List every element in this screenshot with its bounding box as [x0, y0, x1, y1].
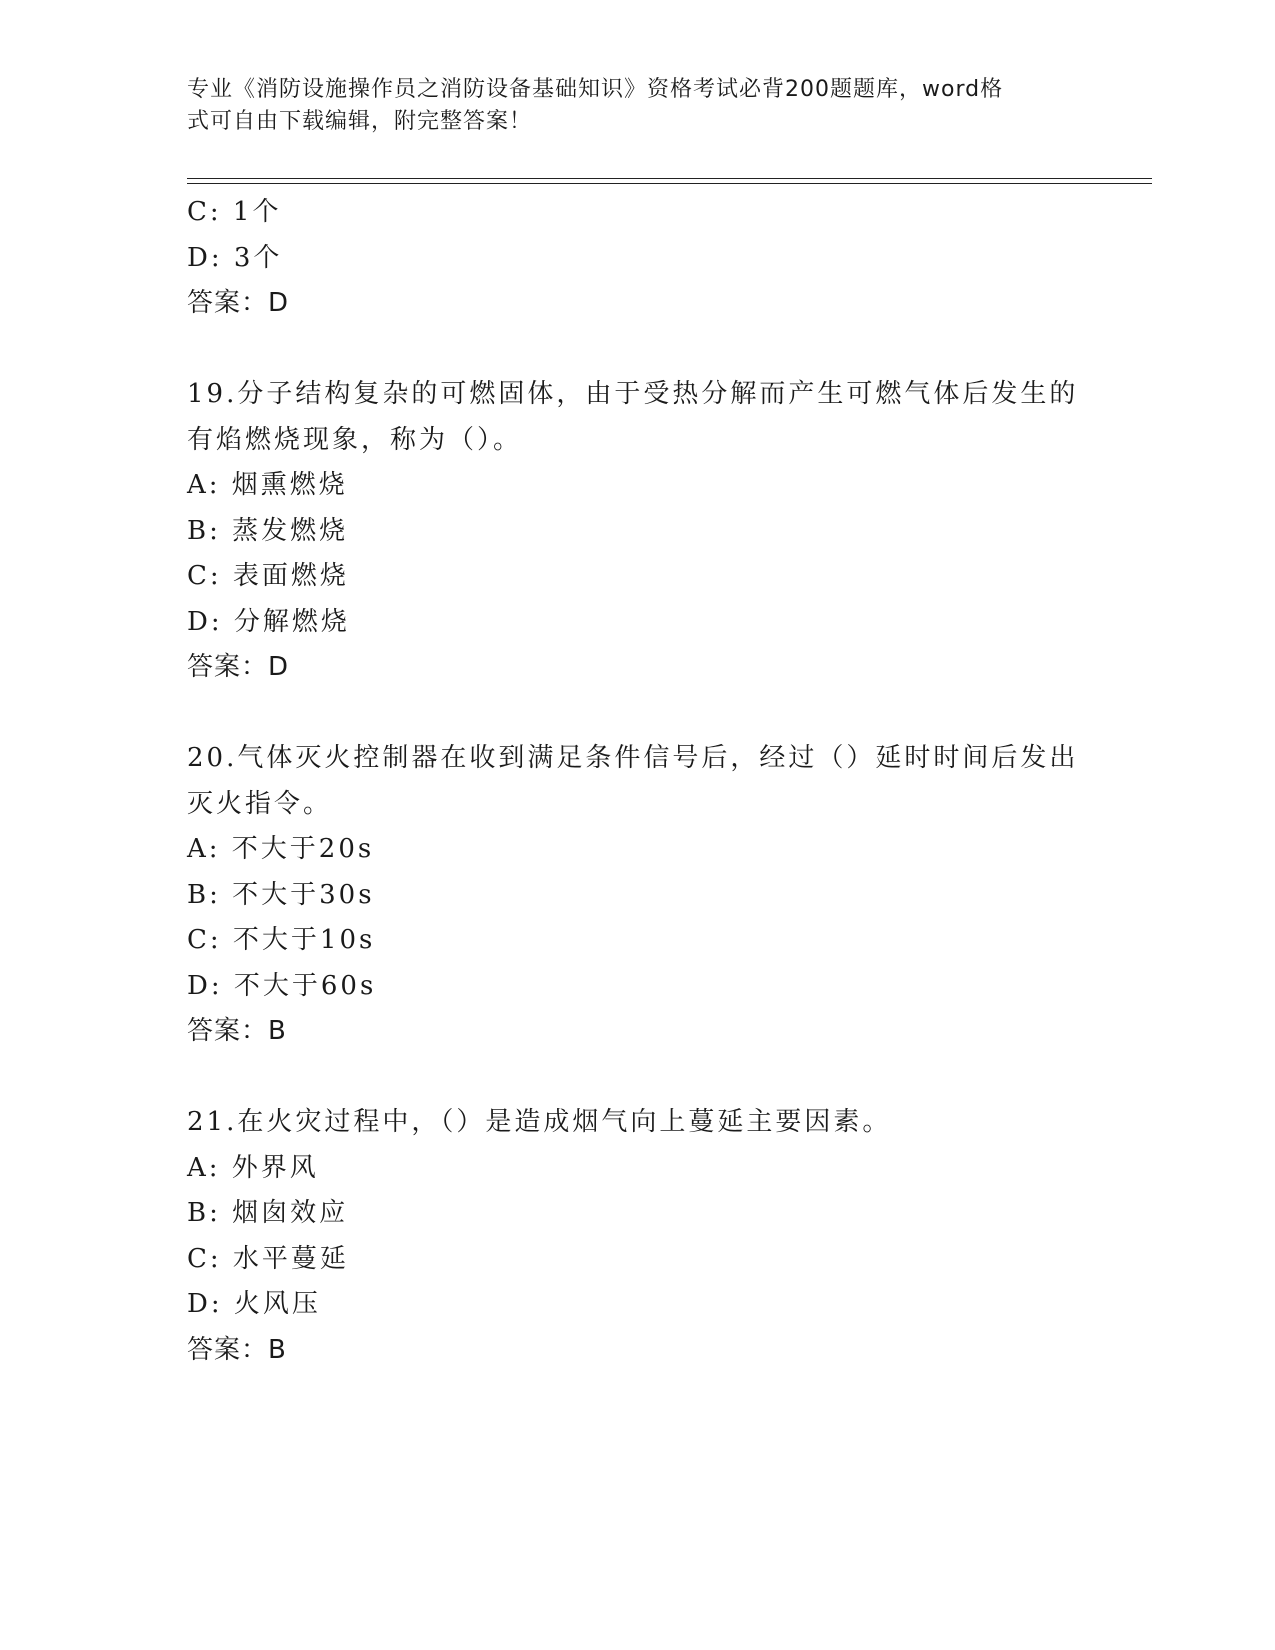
spacer — [187, 1055, 1087, 1101]
answer-line: 答案：D — [187, 288, 290, 318]
question-block-21 — [187, 1100, 1087, 1373]
option-d: D: 分解燃烧 — [187, 606, 350, 637]
question-stem-line: 19.分子结构复杂的可燃固体，由于受热分解而产生可燃气体后发生的 — [187, 379, 1079, 409]
spacer — [187, 327, 1087, 373]
option-d: D: 不大于60s — [187, 970, 377, 1001]
question-block-20 — [187, 736, 1087, 1055]
answer-line: 答案：B — [187, 1016, 287, 1046]
option-a: A: 烟熏燃烧 — [187, 470, 348, 500]
answer-line: 答案：B — [187, 1334, 287, 1365]
option-d: D: 3个 — [187, 242, 283, 273]
option-c: C: 表面燃烧 — [187, 561, 349, 591]
question-stem-line: 有焰燃烧现象，称为（）。 — [187, 424, 523, 455]
question-stem-line: 21.在火灾过程中，（）是造成烟气向上蔓延主要因素。 — [187, 1107, 892, 1137]
document-header — [187, 74, 1067, 138]
question-block-19 — [187, 372, 1087, 691]
question-block-prev — [187, 190, 1087, 327]
document-body — [187, 190, 1087, 1373]
option-a: A: 外界风 — [187, 1152, 319, 1183]
question-stem-line: 灭火指令。 — [187, 788, 333, 819]
option-c: C: 水平蔓延 — [187, 1243, 349, 1274]
option-b: B: 不大于30s — [187, 879, 375, 910]
option-c: C: 不大于10s — [187, 925, 376, 955]
header-line-1: 专业《消防设施操作员之消防设备基础知识》资格考试必背200题题库，word格 — [187, 77, 1004, 102]
option-c: C: 1个 — [187, 197, 282, 227]
option-a: A: 不大于20s — [187, 834, 375, 864]
answer-line: 答案：D — [187, 652, 290, 682]
header-line-2: 式可自由下载编辑，附完整答案！ — [187, 109, 533, 134]
spacer — [187, 691, 1087, 737]
option-b: B: 烟囱效应 — [187, 1198, 349, 1228]
option-d: D: 火风压 — [187, 1289, 321, 1319]
question-stem-line: 20.气体灭火控制器在收到满足条件信号后，经过（）延时时间后发出 — [187, 743, 1079, 773]
header-divider-bottom — [187, 183, 1152, 184]
header-divider-top — [187, 178, 1152, 179]
option-b: B: 蒸发燃烧 — [187, 515, 349, 546]
